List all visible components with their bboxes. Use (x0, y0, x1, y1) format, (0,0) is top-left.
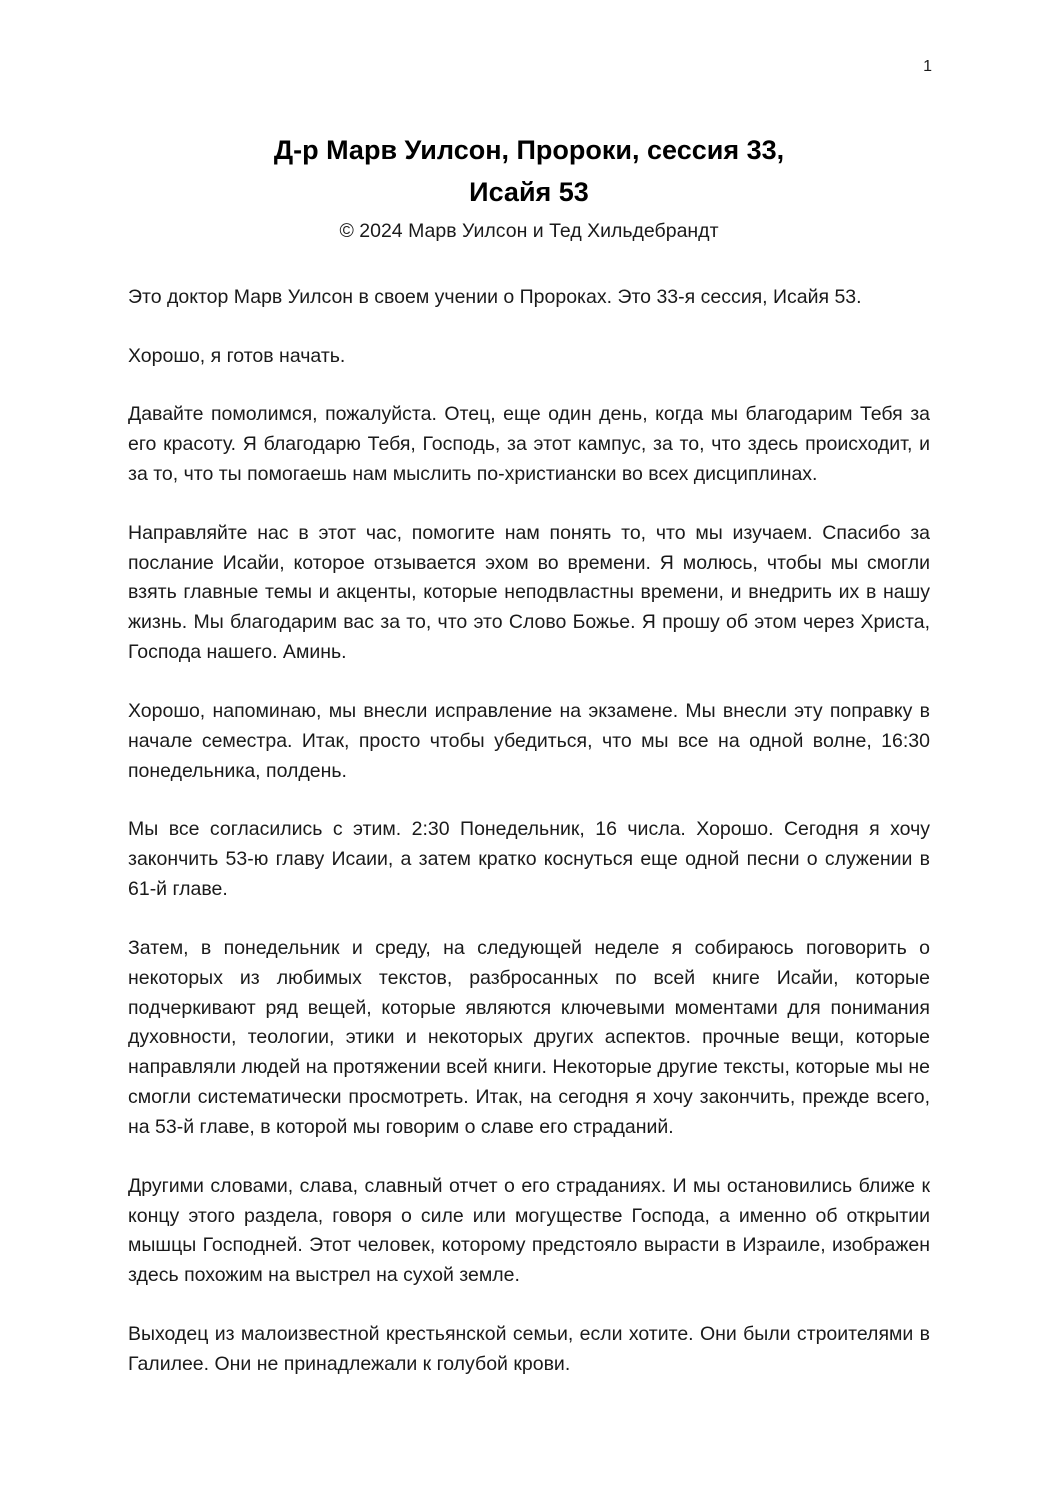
paragraph-7: Затем, в понедельник и среду, на следующей неделе я собираюсь поговорить о некоторых из любимых текстов, разбросанных по всей книге Исайи, которые подчеркивают ряд вещей, которые являются ключевыми моментами для понимания духовности, теологии, этики и некоторых других аспектов. прочные вещи, которые направляли людей на протяжении всей книги. Некоторые другие тексты, которые мы не смогли систематически просмотреть. Итак, на сегодня я хочу закончить, прежде всего, на 53-й главе, в которой мы говорим о славе его страданий. (128, 936, 930, 1138)
paragraph-6: Мы все согласились с этим. 2:30 Понедельник, 16 числа. Хорошо. Сегодня я хочу закончить 53-ю главу Исаии, а затем кратко коснуться еще одной песни о служении в 61-й главе. (128, 818, 930, 901)
paragraph-2: Хорошо, я готов начать. (128, 344, 346, 367)
document-title-line-2: Исайя 53 (469, 176, 589, 207)
paragraph-5: Хорошо, напоминаю, мы внесли исправление на экзамене. Мы внесли эту поправку в начале семестра. Итак, просто чтобы убедиться, что мы все на одной волне, 16:30 понедельника, полдень. (128, 699, 930, 782)
paragraph-3: Давайте помолимся, пожалуйста. Отец, еще один день, когда мы благодарим Тебя за его красоту. Я благодарю Тебя, Господь, за этот кампус, за то, что здесь происходит, и за то, что ты помогаешь нам мыслить по-христиански во всех дисциплинах. (128, 403, 930, 485)
copyright-line: © 2024 Марв Уилсон и Тед Хильдебрандт (339, 219, 719, 242)
page-number: 1 (923, 58, 932, 75)
paragraph-8: Другими словами, слава, славный отчет о его страданиях. И мы остановились ближе к концу этого раздела, говоря о силе или могуществе Господа, а именно об открытии мышцы Господней. Этот человек, которому предстояло вырасти в Израиле, изображен здесь похожим на выстрел на сухой земле. (128, 1174, 930, 1287)
document-title (128, 130, 930, 214)
paragraph-1: Это доктор Марв Уилсон в своем учении о Пророках. Это 33-я сессия, Исайя 53. (128, 285, 862, 308)
paragraph-4: Направляйте нас в этот час, помогите нам понять то, что мы изучаем. Спасибо за послание Исайи, которое отзывается эхом во времени. Я молюсь, чтобы мы смогли взять главные темы и акценты, которые неподвластны времени, и внедрить их в нашу жизнь. Мы благодарим вас за то, что это Слово Божье. Я прошу об этом через Христа, Господа нашего. Аминь. (128, 521, 930, 664)
paragraph-9: Выходец из малоизвестной крестьянской семьи, если хотите. Они были строителями в Галилее. Они не принадлежали к голубой крови. (128, 1323, 930, 1375)
document-title-line-1: Д-р Марв Уилсон, Пророки, сессия 33, (273, 135, 785, 165)
